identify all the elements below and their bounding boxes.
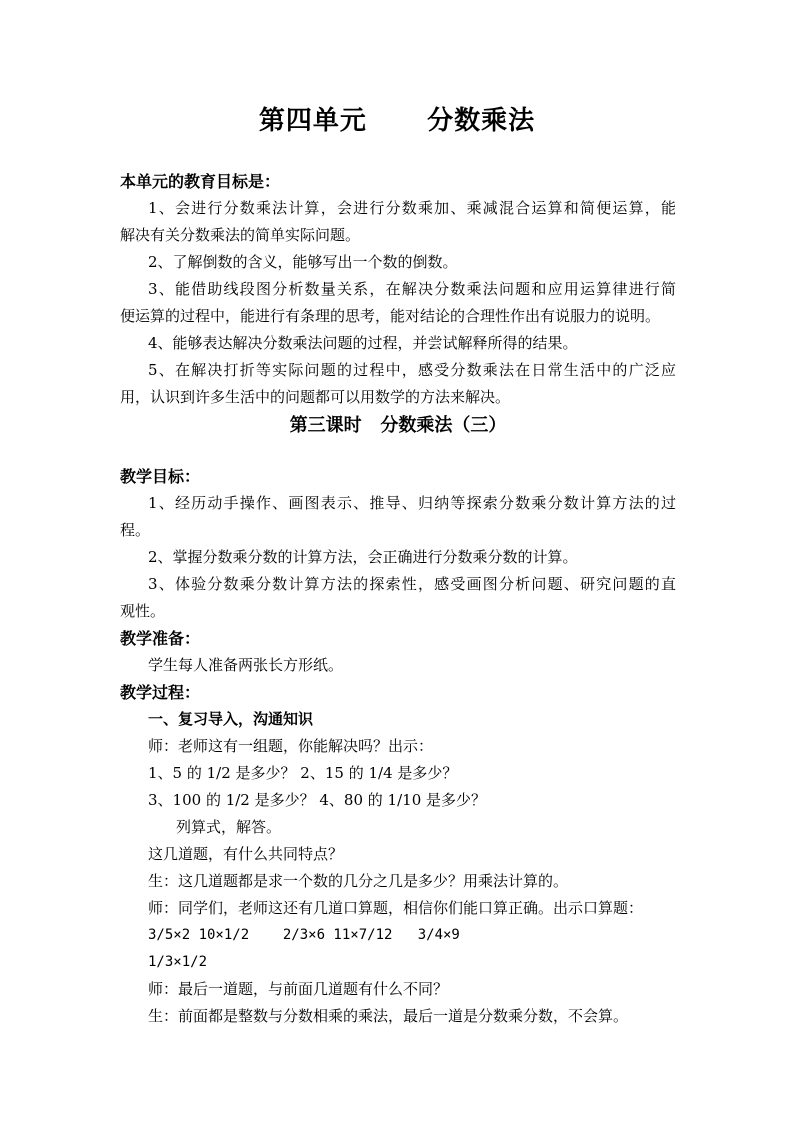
unit-goal-line: 解决有关分数乘法的简单实际问题。 [120, 226, 361, 244]
unit-goal-line: 5、在解决打折等实际问题的过程中，感受分数乘法在日常生活中的广泛应 [148, 361, 676, 379]
lesson-title: 第三课时 分数乘法（三） [289, 415, 507, 436]
process-line: 1、5 的 1/2 是多少？ 2、15 的 1/4 是多少？ [148, 764, 458, 782]
objective-line: 2、掌握分数乘分数的计算方法，会正确进行分数乘分数的计算。 [148, 548, 578, 566]
unit-goal-line: 2、了解倒数的含义，能够写出一个数的倒数。 [148, 253, 458, 271]
document-title: 第四单元 分数乘法 [258, 106, 536, 136]
process-line: 生：这几道题都是求一个数的几分之几是多少？用乘法计算的。 [148, 872, 569, 890]
process-line: 3、100 的 1/2 是多少？ 4、80 的 1/10 是多少？ [148, 791, 487, 809]
process-line: 这几道题，有什么共同特点？ [148, 845, 344, 863]
prep-text: 学生每人准备两张长方形纸。 [148, 656, 344, 674]
process-line: 列算式，解答。 [176, 818, 282, 836]
oral-calc-line: 1/3×1/2 [148, 954, 208, 970]
process-line: 师：最后一道题，与前面几道题有什么不同？ [148, 980, 449, 998]
unit-goal-line: 便运算的过程中，能进行有条理的思考，能对结论的合理性作出有说服力的说明。 [120, 307, 661, 325]
objectives-heading: 教学目标： [120, 467, 201, 486]
objective-line: 1、经历动手操作、画图表示、推导、归纳等探索分数乘分数计算方法的过 [148, 494, 676, 512]
unit-goal-line: 用，认识到许多生活中的问题都可以用数学的方法来解决。 [120, 388, 511, 406]
section-heading: 一、复习导入，沟通知识 [148, 710, 314, 728]
unit-goal-line: 1、会进行分数乘法计算，会进行分数乘加、乘减混合运算和简便运算，能 [148, 199, 676, 217]
process-line: 师：同学们，老师这还有几道口算题，相信你们能口算正确。出示口算题： [148, 899, 644, 917]
unit-goal-line: 3、能借助线段图分析数量关系，在解决分数乘法问题和应用运算律进行简 [148, 280, 676, 298]
process-line: 生：前面都是整数与分数相乘的乘法，最后一道是分数乘分数，不会算。 [148, 1007, 629, 1025]
objective-line: 观性。 [120, 602, 166, 620]
process-line: 师：老师这有一组题，你能解决吗？出示： [148, 737, 434, 755]
oral-calc-line: 3/5×2 10×1/2 2/3×6 11×7/12 3/4×9 [148, 927, 460, 943]
unit-goal-line: 4、能够表达解决分数乘法问题的过程，并尝试解释所得的结果。 [148, 334, 578, 352]
prep-heading: 教学准备： [120, 629, 201, 648]
document-body [120, 168, 676, 1030]
objective-line: 3、体验分数乘分数计算方法的探索性，感受画图分析问题、研究问题的直 [148, 575, 676, 593]
process-heading: 教学过程： [120, 683, 201, 702]
unit-goals-heading: 本单元的教育目标是： [120, 172, 281, 191]
objective-line: 程。 [120, 521, 151, 539]
